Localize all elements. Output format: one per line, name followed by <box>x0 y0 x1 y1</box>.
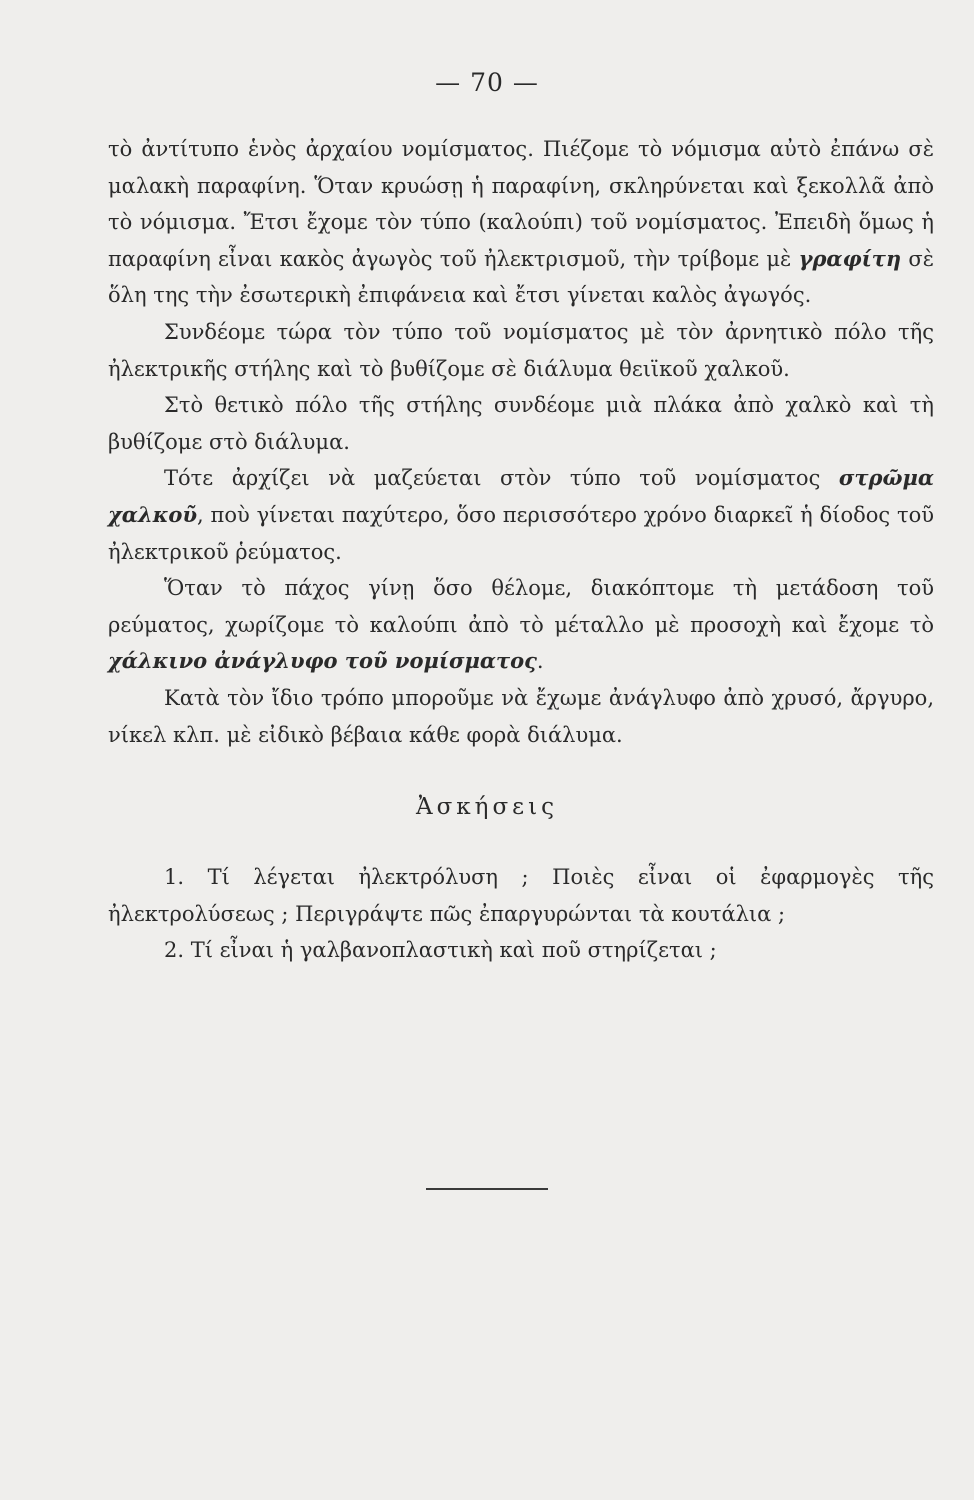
exercises-heading: Ἀσκήσεις <box>416 794 558 820</box>
paragraph-4 <box>108 460 934 570</box>
paragraph-1-text-a: τὸ ἀντίτυπο ἑνὸς ἀρχαίου νομίσματος. Πιέζομε τὸ νόμισμα αὐτὸ ἐπάνω σὲ μαλακὴ παραφίνη. Ὅταν κρυώσῃ ἡ παραφίνη, σκληρύνεται καὶ ξεκολλᾶ ἀπὸ τὸ νόμισμα. Ἔτσι ἔχομε τὸν τύπο (καλούπι) τοῦ νομίσματος. Ἐπειδὴ ὅμως ἡ παραφίνη εἶναι κακὸς ἀγωγὸς τοῦ ἠλεκτρισμοῦ, τὴν τρίβομε μὲ <box>108 137 934 271</box>
paragraph-1 <box>108 131 934 314</box>
paragraph-1-text-b: σὲ ὅλη της τὴν ἐσωτερικὴ ἐπιφάνεια καὶ ἔτσι γίνεται καλὸς ἀγωγός. <box>108 246 934 308</box>
term-xalkino-anaglyfo: χάλκινο ἀνάγλυφο τοῦ νομίσματος <box>108 648 537 674</box>
paragraph-3: Στὸ θετικὸ πόλο τῆς στήλης συνδέομε μιὰ πλάκα ἀπὸ χαλκὸ καὶ τὴ βυθίζομε στὸ διάλυμα. <box>108 393 934 454</box>
paragraph-4-text-b: , ποὺ γίνεται παχύτερο, ὅσο περισσότερο χρόνο διαρκεῖ ἡ δίοδος τοῦ ἠλεκτρικοῦ ῥεύματος. <box>108 502 934 564</box>
term-grafiti: γραφίτη <box>798 245 902 271</box>
paragraph-4-text-a: Τότε ἀρχίζει νὰ μαζεύεται στὸν τύπο τοῦ νομίσματος <box>164 466 839 491</box>
paragraph-6: Κατὰ τὸν ἴδιο τρόπο μποροῦμε νὰ ἔχωμε ἀνάγλυφο ἀπὸ χρυσό, ἄργυρο, νίκελ κλπ. μὲ εἰδικὸ βέβαια κάθε φορὰ διάλυμα. <box>108 685 934 747</box>
term-stroma-xalkou: στρῶμα χαλκοῦ <box>108 465 934 527</box>
paragraph-2: Συνδέομε τώρα τὸν τύπο τοῦ νομίσματος μὲ τὸν ἀρνητικὸ πόλο τῆς ἠλεκτρικῆς στήλης καὶ τὸ βυθίζομε σὲ διάλυμα θειϊκοῦ χαλκοῦ. <box>108 319 934 381</box>
paragraph-5-text-a: Ὅταν τὸ πάχος γίνῃ ὅσο θέλομε, διακόπτομε τὴ μετάδοση τοῦ ρεύματος, χωρίζομε τὸ καλούπι ἀπὸ τὸ μέταλλο μὲ προσοχὴ καὶ ἔχομε τὸ <box>108 576 934 637</box>
end-rule <box>426 1188 548 1190</box>
exercise-item-1: 1. Τί λέγεται ἠλεκτρόλυση ; Ποιὲς εἶναι οἱ ἐφαρμογὲς τῆς ἠλεκτρολύσεως ; Περιγράψτε πῶς ἐπαργυρώνται τὰ κουτάλια ; <box>108 865 934 926</box>
paragraph-5-text-b: . <box>536 649 544 674</box>
paragraph-5 <box>108 570 934 680</box>
exercise-item-2: 2. Τί εἶναι ἡ γαλβανοπλαστικὴ καὶ ποῦ στηρίζεται ; <box>164 938 717 963</box>
page-number: — 70 — <box>435 68 539 97</box>
body-text <box>108 131 934 753</box>
exercises-list <box>108 859 934 969</box>
